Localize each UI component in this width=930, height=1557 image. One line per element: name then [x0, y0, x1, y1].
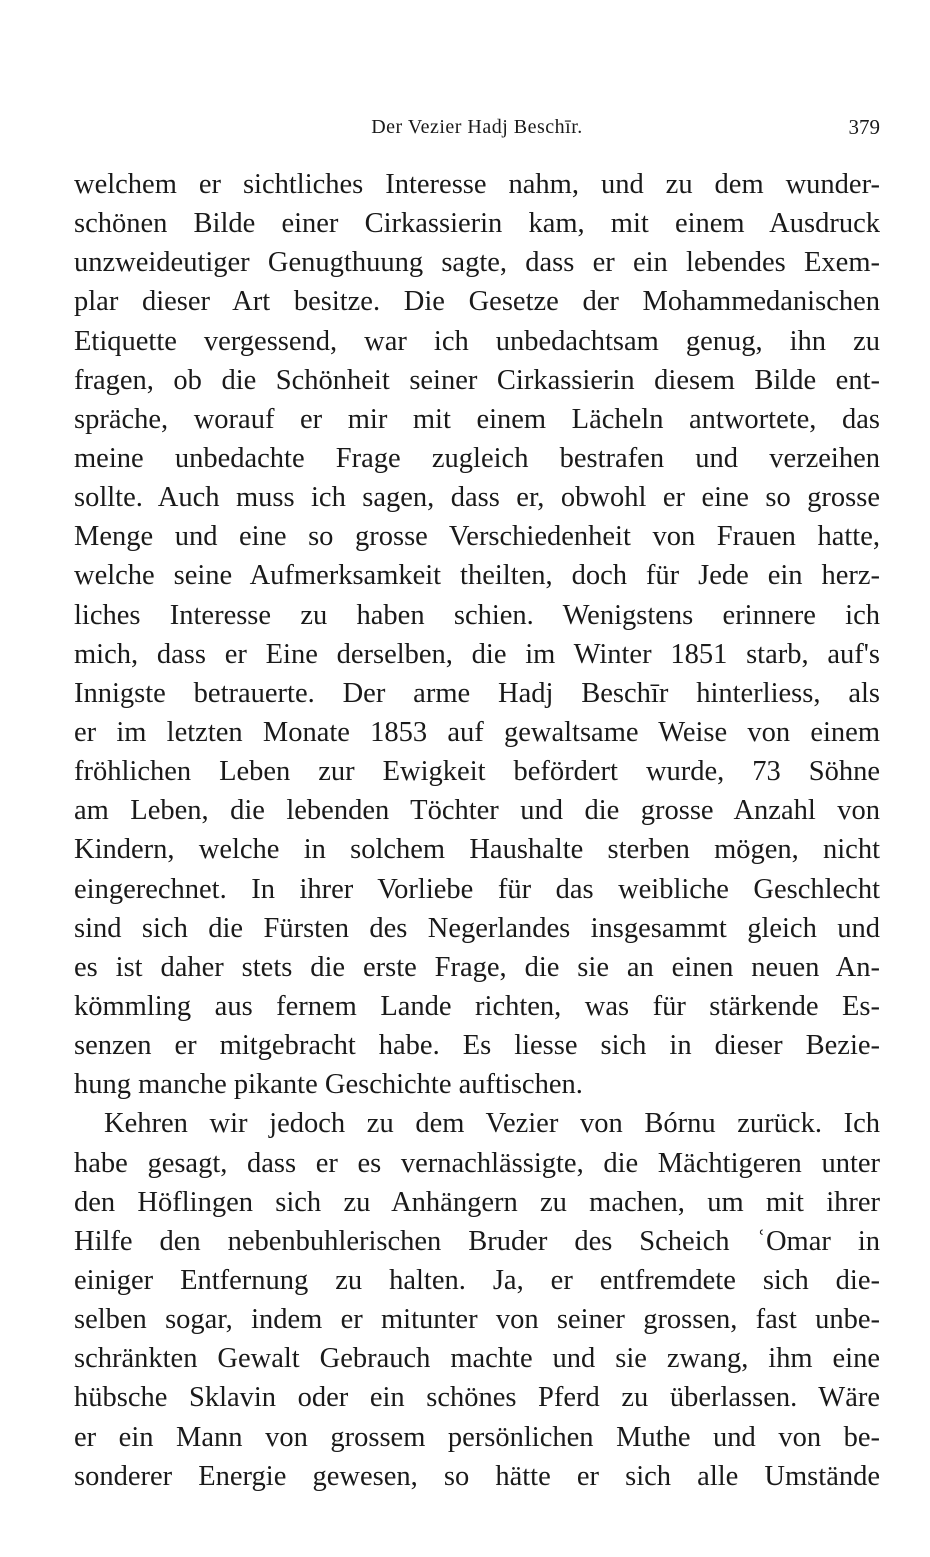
text-line: er ein Mann von grossem persönlichen Muthe und von be-	[74, 1421, 880, 1453]
text-line-paragraph-start: Kehren wir jedoch zu dem Vezier von Bórnu zurück. Ich	[104, 1108, 880, 1140]
text-line: mich, dass er Eine derselben, die im Winter 1851 starb, auf's	[74, 638, 880, 670]
text-line: senzen er mitgebracht habe. Es liesse sich in dieser Bezie-	[74, 1030, 880, 1062]
text-line: liches Interesse zu haben schien. Wenigstens erinnere ich	[74, 599, 880, 631]
text-line: welche seine Aufmerksamkeit theilten, doch für Jede ein herz-	[74, 560, 880, 592]
text-line-paragraph-end: hung manche pikante Geschichte auftischen.	[74, 1069, 583, 1101]
page-number: 379	[848, 115, 880, 139]
text-line: spräche, worauf er mir mit einem Lächeln antwortete, das	[74, 403, 880, 435]
text-line: plar dieser Art besitze. Die Gesetze der Mohammedanischen	[74, 286, 880, 318]
text-line: meine unbedachte Frage zugleich bestrafen und verzeihen	[74, 442, 880, 474]
text-line: fragen, ob die Schönheit seiner Cirkassierin diesem Bilde ent-	[74, 364, 880, 396]
text-line: selben sogar, indem er mitunter von seiner grossen, fast unbe-	[74, 1304, 880, 1336]
text-line: habe gesagt, dass er es vernachlässigte, die Mächtigeren unter	[74, 1147, 880, 1179]
text-line: einiger Entfernung zu halten. Ja, er entfremdete sich die-	[74, 1264, 880, 1296]
text-line: Etiquette vergessend, war ich unbedachtsam genug, ihn zu	[74, 325, 880, 357]
running-title: Der Vezier Hadj Beschīr.	[371, 116, 583, 138]
text-line: am Leben, die lebenden Töchter und die grosse Anzahl von	[74, 795, 880, 827]
text-line: schönen Bilde einer Cirkassierin kam, mit einem Ausdruck	[74, 208, 880, 240]
text-line: fröhlichen Leben zur Ewigkeit befördert wurde, 73 Söhne	[74, 756, 880, 788]
running-head	[74, 112, 880, 142]
text-line: welchem er sichtliches Interesse nahm, und zu dem wunder-	[74, 169, 880, 200]
text-line: kömmling aus fernem Lande richten, was für stärkende Es-	[74, 990, 880, 1022]
text-line: den Höflingen sich zu Anhängern zu machen, um mit ihrer	[74, 1186, 880, 1218]
text-line: Innigste betrauerte. Der arme Hadj Beschīr hinterliess, als	[74, 677, 880, 709]
text-line: Menge und eine so grosse Verschiedenheit von Frauen hatte,	[74, 521, 880, 553]
text-line: sind sich die Fürsten des Negerlandes insgesammt gleich und	[74, 912, 880, 944]
text-line: es ist daher stets die erste Frage, die sie an einen neuen An-	[74, 951, 880, 983]
text-line: Kindern, welche in solchem Haushalte sterben mögen, nicht	[74, 834, 880, 866]
body-text	[74, 165, 880, 1496]
text-line: er im letzten Monate 1853 auf gewaltsame Weise von einem	[74, 716, 880, 748]
text-line: sonderer Energie gewesen, so hätte er sich alle Umstände	[74, 1460, 880, 1492]
text-line: hübsche Sklavin oder ein schönes Pferd zu überlassen. Wäre	[74, 1382, 880, 1414]
text-line: unzweideutiger Genugthuung sagte, dass er ein lebendes Exem-	[74, 247, 880, 279]
text-line: Hilfe den nebenbuhlerischen Bruder des Scheich ʿOmar in	[74, 1225, 880, 1257]
text-line: schränkten Gewalt Gebrauch machte und sie zwang, ihm eine	[74, 1343, 880, 1375]
text-line: sollte. Auch muss ich sagen, dass er, obwohl er eine so grosse	[74, 482, 880, 514]
text-line: eingerechnet. In ihrer Vorliebe für das weibliche Geschlecht	[74, 873, 880, 905]
